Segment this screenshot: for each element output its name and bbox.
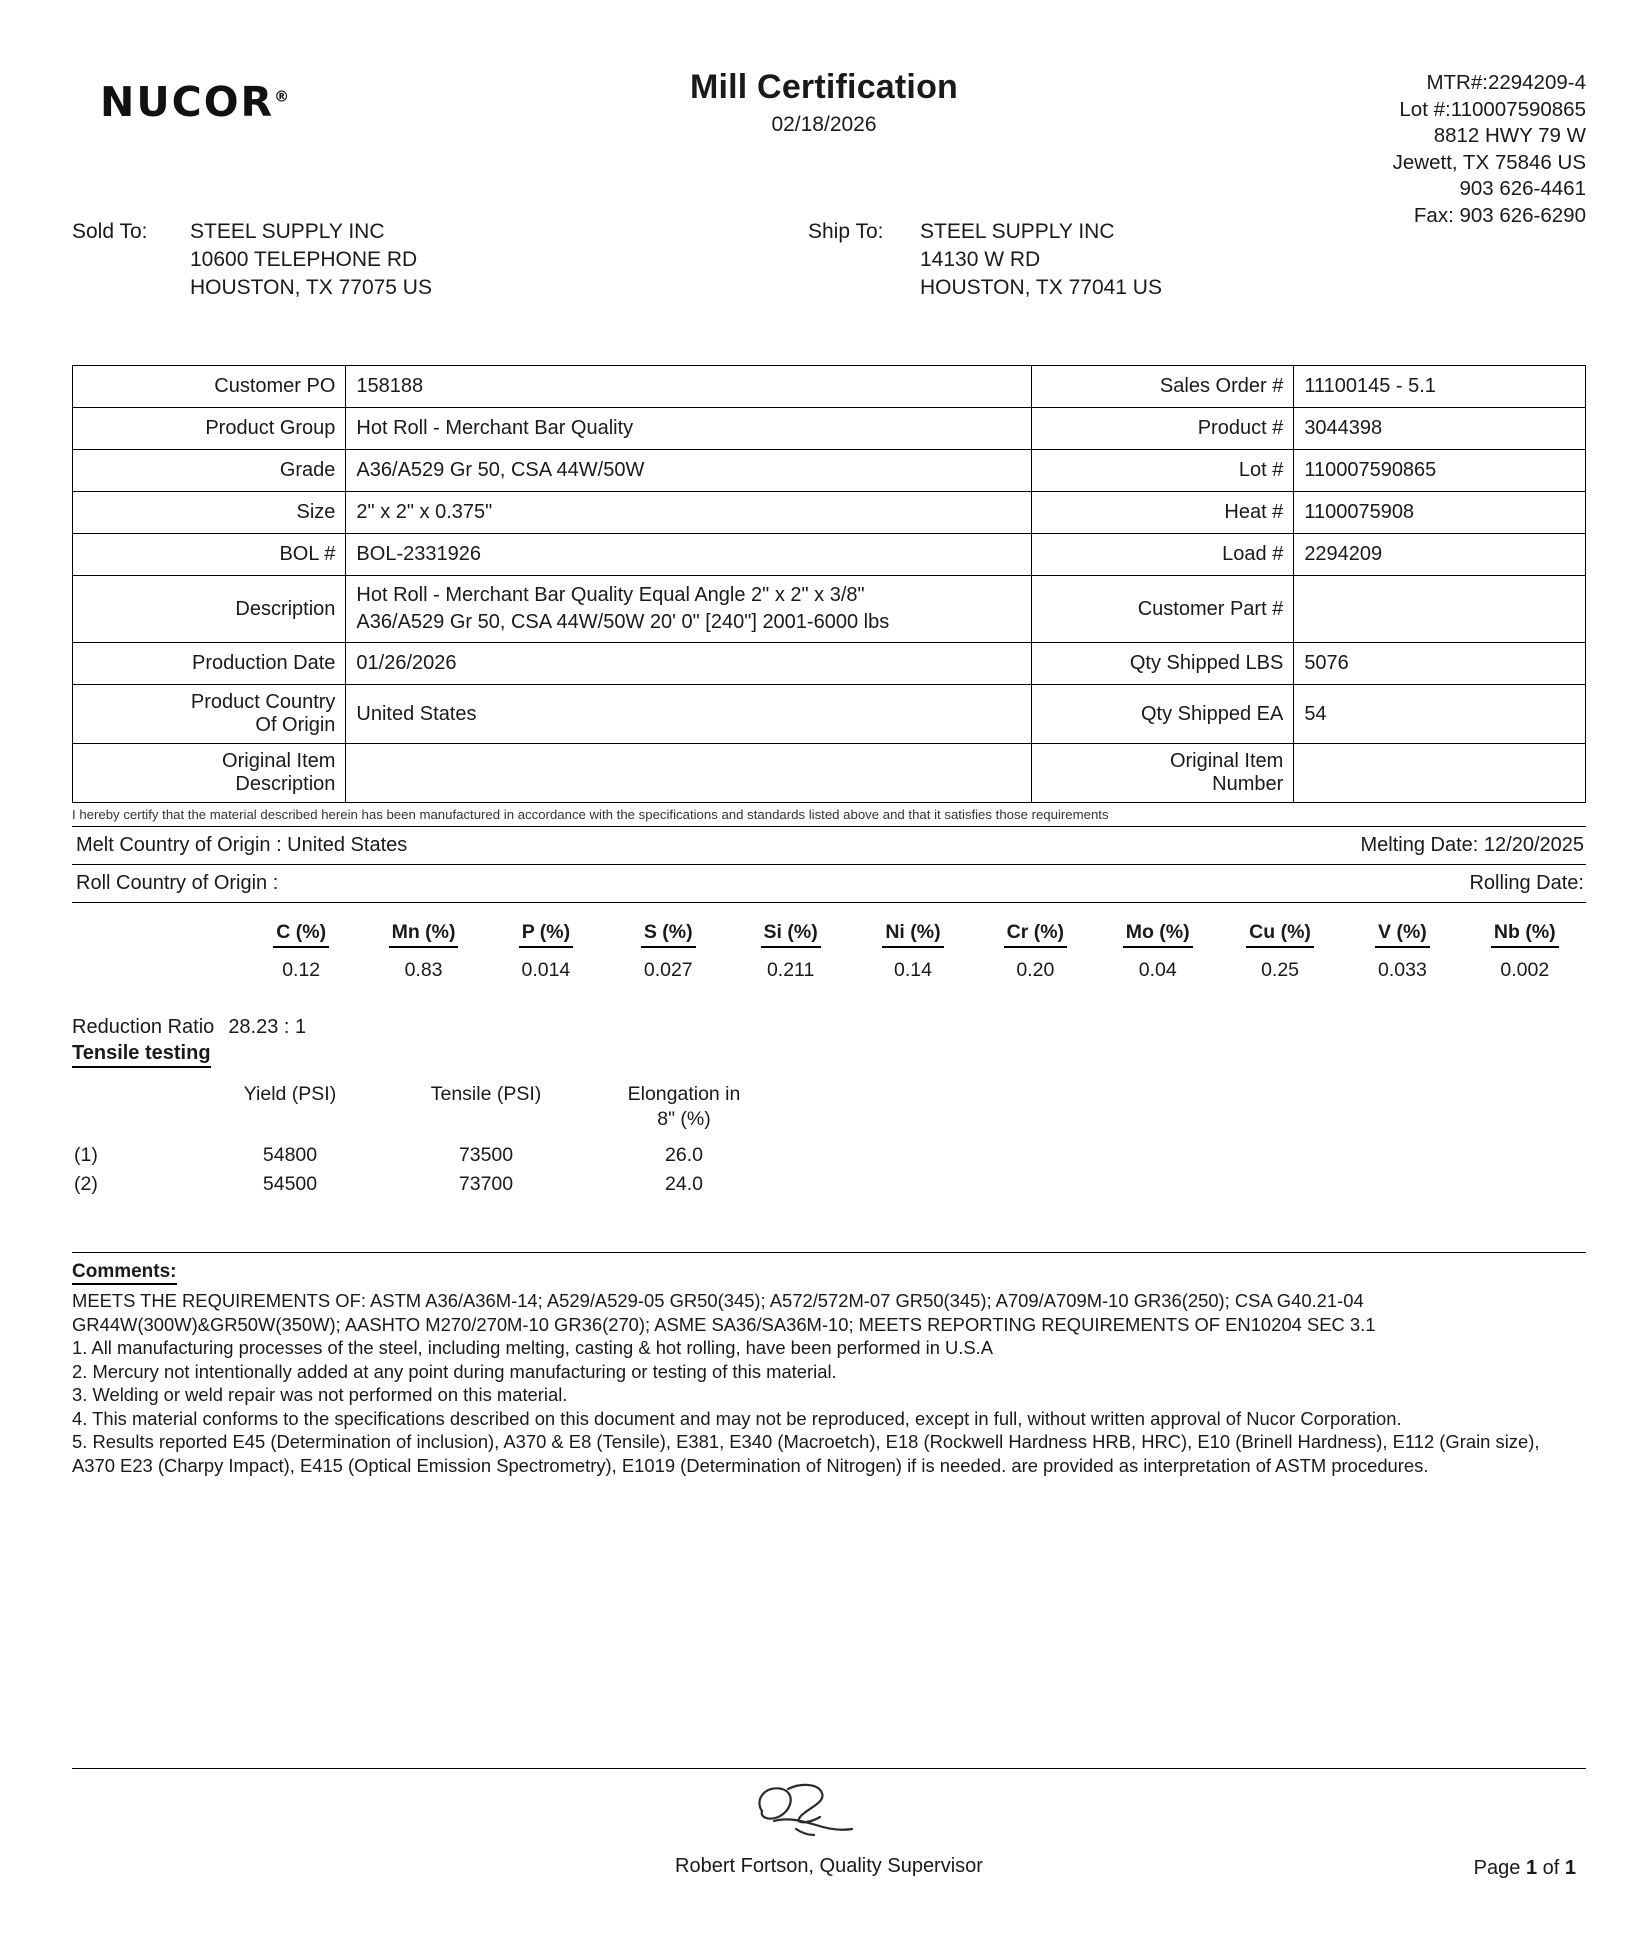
customer-part-label: Customer Part # xyxy=(1032,576,1294,643)
size-value: 2" x 2" x 0.375" xyxy=(346,492,1032,534)
chemistry-header-row xyxy=(72,921,1586,951)
chem-label-s: S (%) xyxy=(641,921,696,948)
elongation-header xyxy=(584,1082,784,1138)
chemistry-spacer xyxy=(72,921,240,951)
comment-item-4: 4. This material conforms to the specifications described on this document and may not be reproduced, except in full, without written approval of Nucor Corporation. xyxy=(72,1407,1402,1429)
chem-label-si: Si (%) xyxy=(761,921,821,948)
tensile-testing-title: Tensile testing xyxy=(72,1042,211,1068)
bol-value: BOL-2331926 xyxy=(346,534,1032,576)
grade-label: Grade xyxy=(73,450,346,492)
yield-header: Yield (PSI) xyxy=(243,1083,337,1105)
original-item-number-label-line-1: Original Item xyxy=(1169,750,1284,772)
product-country-value: United States xyxy=(346,685,1032,744)
chem-value-mn: 0.83 xyxy=(404,959,443,981)
mill-fax: Fax: 903 626-6290 xyxy=(1413,203,1586,227)
customer-part-value xyxy=(1294,576,1586,643)
page-current: 1 xyxy=(1525,1857,1538,1879)
chem-label-c: C (%) xyxy=(273,921,329,948)
ship-to-block xyxy=(808,218,1162,302)
table-row xyxy=(72,1167,784,1196)
chem-label-v: V (%) xyxy=(1375,921,1430,948)
melt-country-of-origin: Melt Country of Origin : United States xyxy=(76,834,408,856)
customer-po-label: Customer PO xyxy=(73,366,346,408)
description-line-2: A36/A529 Gr 50, CSA 44W/50W 20' 0" [240"] 2001-6000 lbs xyxy=(356,611,890,633)
chem-label-ni: Ni (%) xyxy=(882,921,943,948)
chem-value-s: 0.027 xyxy=(643,959,693,981)
ship-to-line-2: 14130 W RD xyxy=(920,248,1041,271)
qty-shipped-ea-label: Qty Shipped EA xyxy=(1032,685,1294,744)
reduction-ratio-row xyxy=(72,1016,1648,1039)
production-date-label: Production Date xyxy=(73,643,346,685)
sold-to-line-3: HOUSTON, TX 77075 US xyxy=(190,276,432,299)
tensile-testing-table xyxy=(72,1082,1648,1196)
description-label: Description xyxy=(73,576,346,643)
tensile-row-1-yield: 54800 xyxy=(262,1144,318,1166)
load-number-label: Load # xyxy=(1032,534,1294,576)
product-number-value: 3044398 xyxy=(1294,408,1586,450)
registered-trademark-icon: ® xyxy=(274,87,292,106)
chem-value-si: 0.211 xyxy=(766,959,815,981)
nucor-logo-text: NUCOR xyxy=(100,78,275,126)
ship-to-line-3: HOUSTON, TX 77041 US xyxy=(920,276,1162,299)
tensile-row-1-elongation: 26.0 xyxy=(665,1144,703,1166)
melting-date: Melting Date: 12/20/2025 xyxy=(1360,834,1584,856)
product-country-label xyxy=(73,685,346,744)
chem-value-mo: 0.04 xyxy=(1138,959,1177,981)
mtr-number: MTR#:2294209-4 xyxy=(1426,71,1586,94)
tensile-row-2-index: (2) xyxy=(74,1173,98,1195)
chem-value-c: 0.12 xyxy=(282,959,321,981)
mill-street: 8812 HWY 79 W xyxy=(1433,124,1586,147)
sold-to-block xyxy=(72,218,432,302)
description-line-1: Hot Roll - Merchant Bar Quality Equal Angle 2" x 2" x 3/8" xyxy=(356,584,865,606)
elongation-header-line-1: Elongation in xyxy=(627,1083,741,1105)
reduction-ratio-value: 28.23 : 1 xyxy=(228,1016,307,1038)
qty-shipped-lbs-label: Qty Shipped LBS xyxy=(1032,643,1294,685)
page-total: 1 xyxy=(1564,1857,1576,1879)
chem-label-mo: Mo (%) xyxy=(1123,921,1193,948)
load-number-value: 2294209 xyxy=(1294,534,1586,576)
sold-to-line-1: STEEL SUPPLY INC xyxy=(190,220,385,243)
chem-header-cr xyxy=(974,921,1096,951)
production-date-value: 01/26/2026 xyxy=(346,643,1032,685)
origin-section xyxy=(72,827,1586,903)
page-prefix: Page xyxy=(1473,1857,1521,1879)
ship-to-address xyxy=(920,218,1162,302)
page-number xyxy=(1474,1857,1576,1880)
lot-number-label: Lot # xyxy=(1032,450,1294,492)
table-row xyxy=(73,450,1586,492)
chem-label-cr: Cr (%) xyxy=(1004,921,1067,948)
chem-header-c xyxy=(240,921,362,951)
tensile-row-2-elongation: 24.0 xyxy=(665,1173,703,1195)
melt-origin-row xyxy=(72,827,1586,865)
sold-to-label: Sold To: xyxy=(72,220,148,243)
heat-number-value: 1100075908 xyxy=(1294,492,1586,534)
parties-section xyxy=(0,218,1648,313)
chem-value-v: 0.033 xyxy=(1378,959,1427,981)
order-details-table xyxy=(72,365,1586,803)
header-lot-number: Lot #:110007590865 xyxy=(1399,97,1586,121)
product-number-label: Product # xyxy=(1032,408,1294,450)
comment-item-3: 3. Welding or weld repair was not performed on this material. xyxy=(72,1384,568,1405)
table-row xyxy=(73,685,1586,744)
sales-order-value: 11100145 - 5.1 xyxy=(1294,366,1586,408)
chem-label-p: P (%) xyxy=(519,921,573,948)
chemistry-value-row xyxy=(72,951,1586,982)
tensile-header-row xyxy=(72,1082,784,1138)
product-group-label: Product Group xyxy=(73,408,346,450)
chem-label-mn: Mn (%) xyxy=(389,921,459,948)
chem-label-nb: Nb (%) xyxy=(1491,921,1559,948)
table-row xyxy=(72,1138,784,1167)
table-row xyxy=(73,492,1586,534)
table-row xyxy=(73,408,1586,450)
chem-header-ni xyxy=(852,921,974,951)
table-row xyxy=(73,744,1586,803)
product-group-value: Hot Roll - Merchant Bar Quality xyxy=(346,408,1032,450)
qty-shipped-ea-value: 54 xyxy=(1294,685,1586,744)
chem-label-cu: Cu (%) xyxy=(1246,921,1314,948)
chem-header-v xyxy=(1341,921,1463,951)
bol-label: BOL # xyxy=(73,534,346,576)
mill-city-state: Jewett, TX 75846 US xyxy=(1392,150,1586,174)
table-row xyxy=(73,643,1586,685)
chem-header-p xyxy=(485,921,607,951)
description-value xyxy=(346,576,1032,643)
tensile-row-2-tensile: 73700 xyxy=(458,1173,514,1195)
qty-shipped-lbs-value: 5076 xyxy=(1294,643,1586,685)
customer-po-value: 158188 xyxy=(346,366,1032,408)
roll-origin-row xyxy=(72,865,1586,903)
grade-value: A36/A529 Gr 50, CSA 44W/50W xyxy=(346,450,1032,492)
comments-title: Comments: xyxy=(72,1261,177,1285)
tensile-row-1-tensile: 73500 xyxy=(458,1144,514,1166)
product-country-label-line-2: Of Origin xyxy=(255,714,336,736)
table-row xyxy=(73,576,1586,643)
tensile-row-2-yield: 54500 xyxy=(262,1173,318,1195)
original-item-description-value xyxy=(346,744,1032,803)
chem-value-cr: 0.20 xyxy=(1016,959,1055,981)
comment-specs: MEETS THE REQUIREMENTS OF: ASTM A36/A36M-14; A529/A529-05 GR50(345); A572/572M-07 GR50(345); A709/A709M-10 GR36(250); CSA G40.21-04 GR44W(300W)&GR50W(350W); AASHTO M270/270M-10 GR36(270); ASME SA36/SA36M-10; MEETS REPORTING REQUIREMENTS OF EN10204 SEC 3.1 xyxy=(72,1290,1376,1335)
comments-section xyxy=(72,1252,1586,1477)
document-footer xyxy=(72,1768,1586,1899)
document-header xyxy=(0,0,1648,227)
roll-country-of-origin: Roll Country of Origin : xyxy=(76,872,279,894)
sold-to-address xyxy=(190,218,432,302)
chem-value-nb: 0.002 xyxy=(1500,959,1550,981)
original-item-number-value xyxy=(1294,744,1586,803)
page-middle: of xyxy=(1542,1857,1560,1879)
elongation-header-line-2: 8" (%) xyxy=(657,1108,711,1130)
page-title: Mill Certification xyxy=(689,68,959,106)
chem-value-ni: 0.14 xyxy=(894,959,932,981)
rolling-date: Rolling Date: xyxy=(1469,872,1584,894)
chem-value-p: 0.014 xyxy=(521,959,571,981)
size-label: Size xyxy=(73,492,346,534)
chem-value-cu: 0.25 xyxy=(1261,959,1300,981)
mill-address-block xyxy=(1393,70,1586,229)
product-country-label-line-1: Product Country xyxy=(190,691,336,713)
table-row xyxy=(73,534,1586,576)
original-item-description-label-line-1: Original Item xyxy=(222,750,336,772)
comment-item-2: 2. Mercury not intentionally added at any point during manufacturing or testing of this material. xyxy=(72,1360,837,1382)
original-item-description-label xyxy=(73,744,346,803)
tensile-row-1-index: (1) xyxy=(74,1144,98,1166)
comment-item-5: 5. Results reported E45 (Determination of inclusion), A370 & E8 (Tensile), E381, E340 (Macroetch), E18 (Rockwell Hardness HRB, HRC), E10 (Brinell Hardness), E112 (Grain size), A370 E23 (Charpy Impact), E415 (Optical Emission Spectrometry), E1019 (Determination of Nitrogen) if is needed. are provided as interpretation of ASTM procedures. xyxy=(72,1431,1540,1476)
ship-to-label: Ship To: xyxy=(808,220,884,243)
document-date: 02/18/2026 xyxy=(771,113,877,136)
heat-number-label: Heat # xyxy=(1032,492,1294,534)
original-item-number-label xyxy=(1032,744,1294,803)
sold-to-line-2: 10600 TELEPHONE RD xyxy=(190,248,418,271)
tensile-index-header xyxy=(72,1082,192,1138)
signer-name: Robert Fortson, Quality Supervisor xyxy=(675,1855,983,1877)
ship-to-line-1: STEEL SUPPLY INC xyxy=(920,220,1115,243)
original-item-description-label-line-2: Description xyxy=(235,773,336,795)
chem-header-nb xyxy=(1464,921,1586,951)
reduction-ratio-label: Reduction Ratio xyxy=(72,1016,215,1038)
chem-header-s xyxy=(607,921,729,951)
chem-header-mo xyxy=(1097,921,1219,951)
mill-phone: 903 626-4461 xyxy=(1459,177,1586,200)
chem-header-cu xyxy=(1219,921,1341,951)
chem-header-si xyxy=(729,921,851,951)
tensile-header: Tensile (PSI) xyxy=(430,1083,542,1105)
signature-area xyxy=(72,1777,1586,1878)
certification-statement: I hereby certify that the material described herein has been manufactured in accordance with the specifications and standards listed above and that it satisfies those requirements xyxy=(72,807,1586,827)
lot-number-value: 110007590865 xyxy=(1294,450,1586,492)
original-item-number-label-line-2: Number xyxy=(1212,773,1284,795)
table-row xyxy=(73,366,1586,408)
chemical-analysis-table xyxy=(72,921,1586,982)
chem-header-mn xyxy=(362,921,484,951)
comment-item-1: 1. All manufacturing processes of the steel, including melting, casting & hot rolling, have been performed in U.S.A xyxy=(72,1337,994,1358)
sales-order-label: Sales Order # xyxy=(1032,366,1294,408)
chemistry-value-spacer xyxy=(72,951,240,982)
signature-icon xyxy=(744,1777,914,1849)
